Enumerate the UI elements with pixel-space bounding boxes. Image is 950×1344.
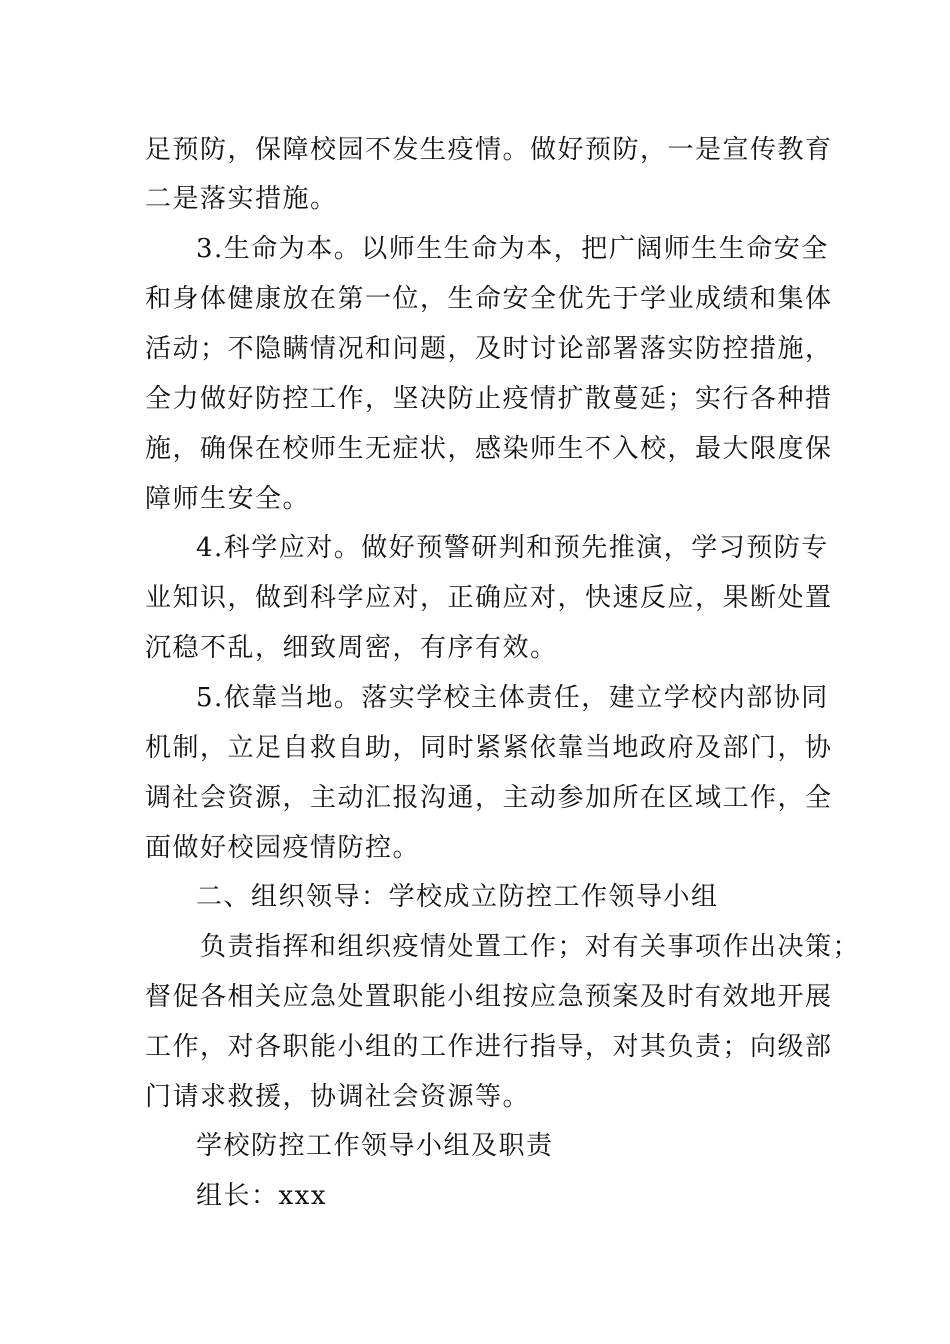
team-leader-line: 组长：xxx — [196, 1181, 327, 1211]
text-line: 督促各相关应急处置职能小组按应急预案及时有效地开展 — [145, 982, 833, 1012]
text-line: 足预防，保障校园不发生疫情。做好预防，一是宣传教育 — [145, 135, 833, 165]
text-line: 沉稳不乱，细致周密，有序有效。 — [145, 633, 558, 663]
text-line: 机制，立足自救自助，同时紧紧依靠当地政府及部门，协 — [145, 733, 833, 763]
text-line: 施，确保在校师生无症状，感染师生不入校，最大限度保 — [145, 434, 833, 464]
subheading: 学校防控工作领导小组及职责 — [196, 1131, 554, 1161]
paragraph-start-line: 5.依靠当地。落实学校主体责任，建立学校内部协同 — [196, 683, 829, 713]
text-line: 门请求救援，协调社会资源等。 — [145, 1082, 531, 1112]
section-heading: 二、组织领导：学校成立防控工作领导小组 — [196, 882, 719, 912]
paragraph-start-line: 3.生命为本。以师生生命为本，把广阔师生生命安全 — [196, 234, 829, 264]
text-line: 面做好校园疫情防控。 — [145, 833, 421, 863]
paragraph-start-line: 4.科学应对。做好预警研判和预先推演，学习预防专 — [196, 533, 829, 563]
text-line: 全力做好防控工作，坚决防止疫情扩散蔓延；实行各种措 — [145, 384, 833, 414]
text-line: 调社会资源，主动汇报沟通，主动参加所在区域工作，全 — [145, 783, 833, 813]
text-line: 和身体健康放在第一位，生命安全优先于学业成绩和集体 — [145, 284, 833, 314]
paragraph-start-line: 负责指挥和组织疫情处置工作；对有关事项作出决策； — [200, 932, 861, 962]
text-line: 障师生安全。 — [145, 484, 311, 514]
text-line: 业知识，做到科学应对，正确应对，快速反应，果断处置 — [145, 583, 833, 613]
text-line: 工作，对各职能小组的工作进行指导，对其负责；向级部 — [145, 1032, 833, 1062]
text-line: 活动；不隐瞒情况和问题，及时讨论部署落实防控措施， — [145, 334, 833, 364]
text-line: 二是落实措施。 — [145, 184, 338, 214]
